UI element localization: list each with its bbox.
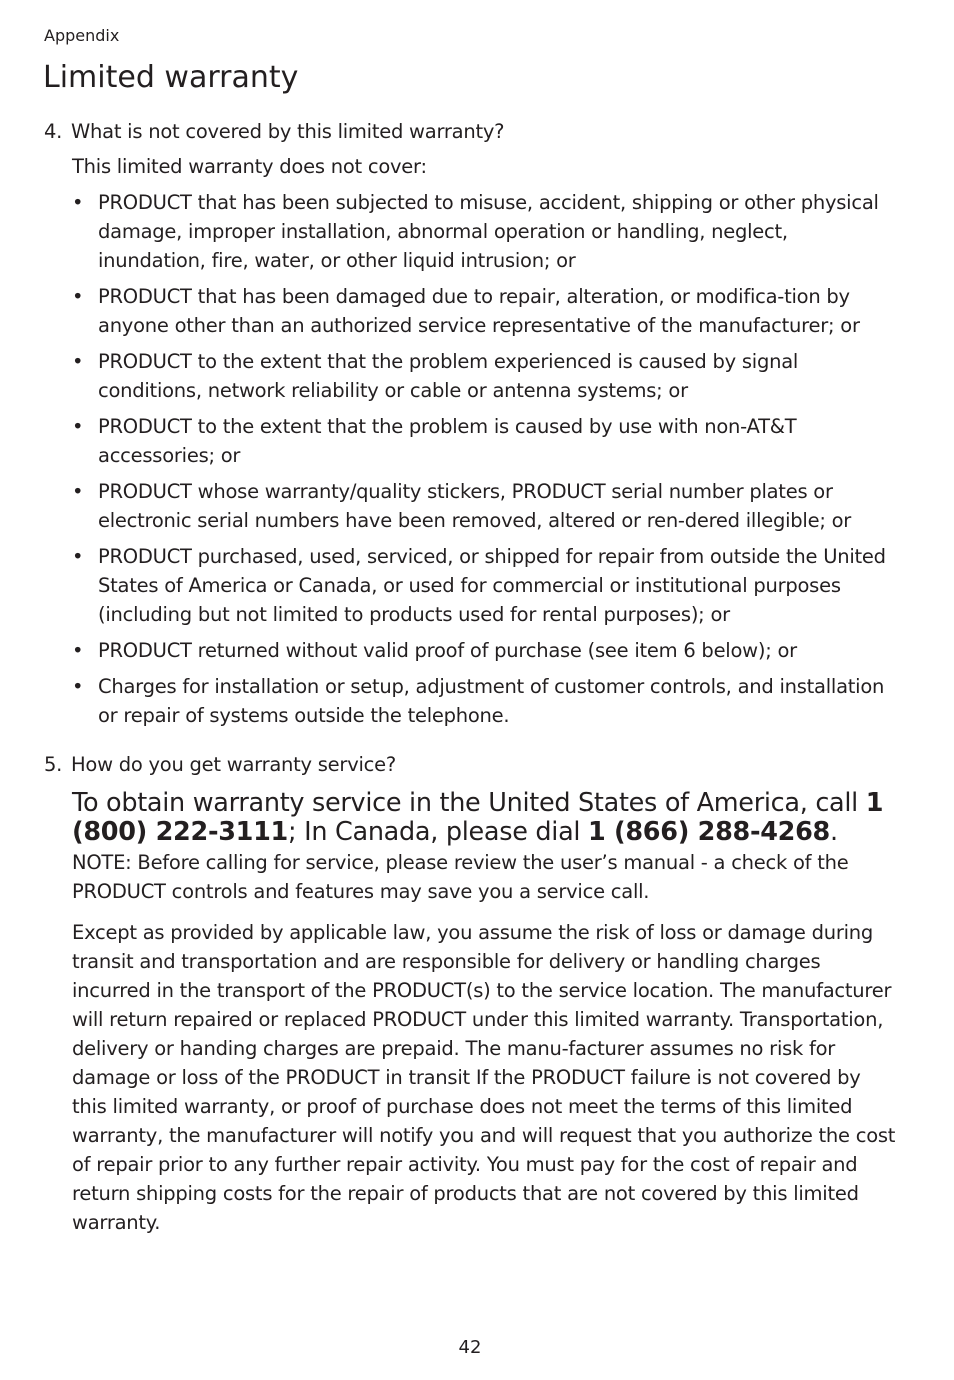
question-number: 4. (44, 120, 63, 143)
list-item-text: PRODUCT to the extent that the problem experienced is caused by signal conditions, network reliability or cable or antenna systems; or (98, 350, 799, 402)
list-item (72, 672, 900, 730)
question-text: How do you get warranty service? (71, 753, 396, 776)
call-suffix: . (830, 817, 838, 847)
list-item (72, 477, 900, 535)
section-label: Appendix (44, 26, 120, 45)
bullet-icon: • (72, 675, 84, 698)
list-item (72, 412, 900, 470)
list-item-text: PRODUCT to the extent that the problem is caused by use with non-AT&T accessories; or (98, 415, 797, 467)
bullet-icon: • (72, 285, 84, 308)
list-item-text: PRODUCT that has been subjected to misuse, accident, shipping or other physical damage, improper installation, abnormal operation or handling, neglect, inundation, fire, water, or other liquid intrusion; or (98, 191, 879, 272)
bullet-icon: • (72, 480, 84, 503)
call-middle: ; In Canada, please dial (288, 817, 588, 847)
bullet-icon: • (72, 639, 84, 662)
list-item-text: PRODUCT purchased, used, serviced, or shipped for repair from outside the United States of America or Canada, or used for commercial or institutional purposes (including but not limited to products used for rental purposes); or (98, 545, 886, 626)
list-item-text: PRODUCT returned without valid proof of purchase (see item 6 below); or (98, 639, 797, 662)
list-item (72, 282, 900, 340)
service-note: NOTE: Before calling for service, please review the user’s manual - a check of the PRODUCT controls and features may save you a service call. (72, 851, 849, 903)
list-item (72, 542, 900, 629)
bullet-icon: • (72, 350, 84, 373)
not-covered-list (72, 188, 900, 730)
question-text: What is not covered by this limited warranty? (71, 120, 505, 143)
question-4 (44, 117, 900, 146)
list-item (72, 347, 900, 405)
bullet-icon: • (72, 191, 84, 214)
list-item (72, 188, 900, 275)
not-covered-intro: This limited warranty does not cover: (72, 155, 427, 178)
canada-phone-number: 1 (866) 288-4268 (587, 817, 831, 847)
service-call-instructions (72, 789, 900, 847)
bullet-icon: • (72, 545, 84, 568)
bullet-icon: • (72, 415, 84, 438)
list-item-text: Charges for installation or setup, adjustment of customer controls, and installation or repair of systems outside the telephone. (98, 675, 885, 727)
us-phone-number: 1 (800) 222-3111 (72, 788, 884, 847)
list-item-text: PRODUCT that has been damaged due to repair, alteration, or modifica-tion by anyone other than an authorized service representative of the manufacturer; or (98, 285, 860, 337)
question-number: 5. (44, 753, 63, 776)
question-5 (44, 750, 900, 779)
page-title: Limited warranty (43, 60, 299, 95)
page-number: 42 (458, 1337, 482, 1358)
transport-paragraph: Except as provided by applicable law, you assume the risk of loss or damage during transit and transportation and are responsible for delivery or handling charges incurred in the transport of the PRODUCT(s) to the service location. The manufacturer will return repaired or replaced PRODUCT under this limited warranty. Transportation, delivery or handing charges are prepaid. The manu-facturer assumes no risk for damage or loss of the PRODUCT in transit If the PRODUCT failure is not covered by this limited warranty, or proof of purchase does not meet the terms of this limited warranty, the manufacturer will notify you and will request that you authorize the cost of repair prior to any further repair activity. You must pay for the cost of repair and return shipping costs for the repair of products that are not covered by this limited warranty. (72, 921, 896, 1234)
call-prefix: To obtain warranty service in the United States of America, call (72, 788, 866, 818)
list-item (72, 636, 900, 665)
list-item-text: PRODUCT whose warranty/quality stickers, PRODUCT serial number plates or electronic serial numbers have been removed, altered or ren-dered illegible; or (98, 480, 852, 532)
warranty-content (44, 117, 900, 1237)
